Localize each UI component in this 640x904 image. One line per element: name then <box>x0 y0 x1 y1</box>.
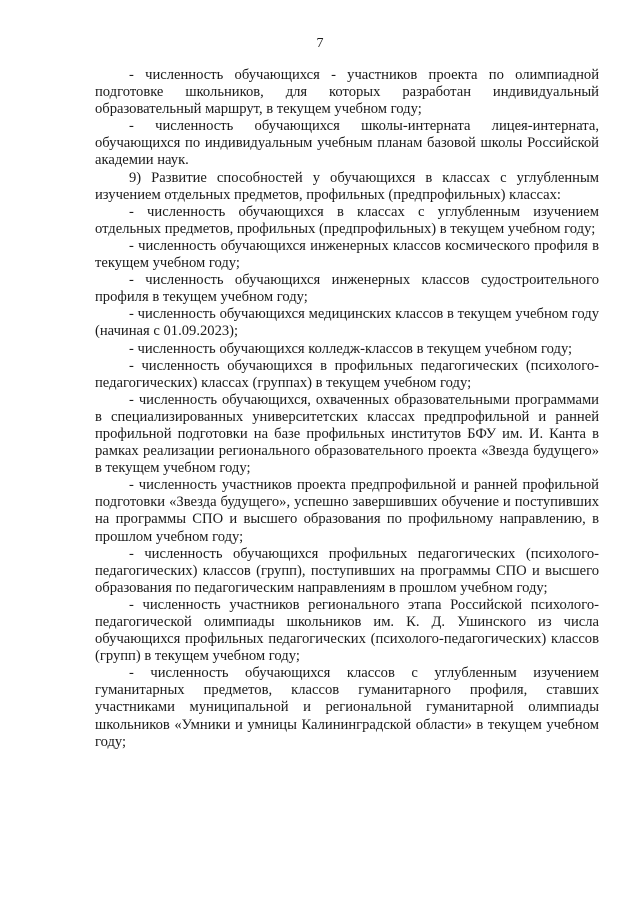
paragraph: - численность обучающихся в классах с углубленным изучением отдельных предметов, профильных (предпрофильных) в текущем учебном году; <box>95 203 599 237</box>
paragraph: - численность участников проекта предпрофильной и ранней профильной подготовки «Звезда будущего», успешно завершивших обучение и поступивших на программы СПО и высшего образования по профильному направлению, в прошлом учебном году; <box>95 477 599 545</box>
paragraph: - численность обучающихся инженерных классов космического профиля в текущем учебном году; <box>95 237 599 272</box>
section-heading-paragraph: 9) Развитие способностей у обучающихся в классах с углубленным изучением отдельных предметов, профильных (предпрофильных) классах: <box>95 169 599 203</box>
paragraph: - численность обучающихся классов с углубленным изучением гуманитарных предметов, классов гуманитарного профиля, ставших участниками муниципальной и региональной гуманитарной олимпиады школьников «Умники и умницы Калининградской области» в текущем учебном году; <box>95 665 599 750</box>
paragraph: - численность обучающихся в профильных педагогических (психолого-педагогических) классах (группах) в текущем учебном году; <box>95 357 599 391</box>
document-body <box>95 67 599 751</box>
paragraph: - численность обучающихся медицинских классов в текущем учебном году (начиная с 01.09.2023); <box>95 306 599 340</box>
paragraph: - численность обучающихся, охваченных образовательными программами в специализированных университетских классах предпрофильной и ранней профильной подготовки на базе профильных институтов БФУ им. И. Канта в рамках реализации регионального образовательного проекта «Звезда будущего» в текущем учебном году; <box>95 391 599 477</box>
page-number: 7 <box>316 36 324 51</box>
paragraph: - численность обучающихся инженерных классов судостроительного профиля в текущем учебном году; <box>95 272 599 306</box>
paragraph: - численность обучающихся профильных педагогических (психолого-педагогических) классов (групп), поступивших на программы СПО и высшего образования по педагогическим направлениям в прошлом учебном году; <box>95 545 599 596</box>
paragraph: - численность обучающихся колледж-классов в текущем учебном году; <box>129 340 573 357</box>
paragraph: - численность обучающихся - участников проекта по олимпиадной подготовке школьников, для которых разработан индивидуальный образовательный маршрут, в текущем учебном году; <box>95 67 599 118</box>
paragraph: - численность участников регионального этапа Российской психолого-педагогической олимпиады школьников им. К. Д. Ушинского из числа обучающихся профильных педагогических (психолого-педагогических) классов (групп) в текущем учебном году; <box>95 596 599 665</box>
paragraph: - численность обучающихся школы-интерната лицея-интерната, обучающихся по индивидуальным учебным планам базовой школы Российской академии наук. <box>95 118 599 169</box>
